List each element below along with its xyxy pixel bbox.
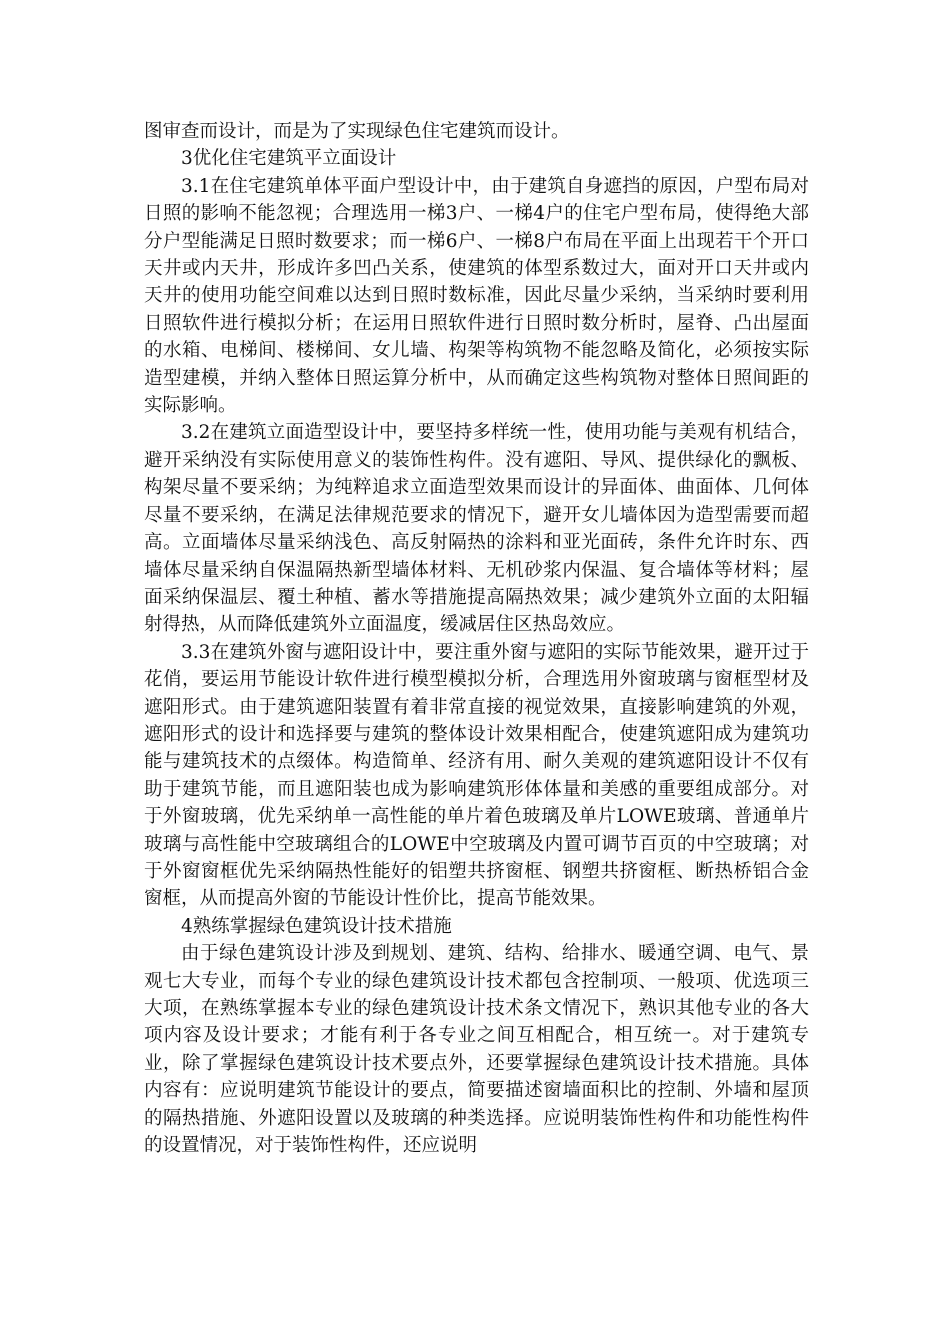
opening-line: 图审查而设计，而是为了实现绿色住宅建筑而设计。 [144, 121, 570, 142]
document-page [144, 118, 809, 1159]
section-4-heading: 4熟练掌握绿色建筑设计技术措施 [181, 915, 452, 937]
paragraph-3-2: 3.2在建筑立面造型设计中，要坚持多样统一性，使用功能与美观有机结合，避开采纳没有实际使用意义的装饰性构件。没有遮阳、导风、提供绿化的飘板、构架尽量不要采纳；为纯粹追求立面造型效果而设计的异面体、曲面体、几何体尽量不要采纳，在满足法律规范要求的情况下，避开女儿墙体因为造型需要而超高。立面墙体尽量采纳浅色、高反射隔热的涂料和亚光面砖，条件允许时东、西墙体尽量采纳自保温隔热新型墙体材料、无机砂浆内保温、复合墙体等材料；屋面采纳保温层、覆土种植、蓄水等措施提高隔热效果；减少建筑外立面的太阳辐射得热，从而降低建筑外立面温度，缓减居住区热岛效应。 [144, 422, 809, 636]
paragraph-3-1: 3.1在住宅建筑单体平面户型设计中，由于建筑自身遮挡的原因，户型布局对日照的影响不能忽视；合理选用一梯3户、一梯4户的住宅户型布局，使得绝大部分户型能满足日照时数要求；而一梯6户、一梯8户布局在平面上出现若干个开口天井或内天井，形成许多凹凸关系，使建筑的体型系数过大，面对开口天井或内天井的使用功能空间难以达到日照时数标准，因此尽量少采纳，当采纳时要利用日照软件进行模拟分析；在运用日照软件进行日照时数分析时，屋脊、凸出屋面的水箱、电梯间、楼梯间、女儿墙、构架等构筑物不能忽略及简化，必须按实际造型建模，并纳入整体日照运算分析中，从而确定这些构筑物对整体日照间距的实际影响。 [144, 175, 809, 417]
paragraph-4: 由于绿色建筑设计涉及到规划、建筑、结构、给排水、暖通空调、电气、景观七大专业，而每个专业的绿色建筑设计技术都包含控制项、一般项、优选项三大项，在熟练掌握本专业的绿色建筑设计技术条文情况下，熟识其他专业的各大项内容及设计要求；才能有利于各专业之间互相配合，相互统一。对于建筑专业，除了掌握绿色建筑设计技术要点外，还要掌握绿色建筑设计技术措施。具体内容有：应说明建筑节能设计的要点，简要描述窗墙面积比的控制、外墙和屋顶的隔热措施、外遮阳设置以及玻璃的种类选择。应说明装饰性构件和功能性构件的设置情况，对于装饰性构件，还应说明 [144, 943, 809, 1157]
paragraph-3-3: 3.3在建筑外窗与遮阳设计中，要注重外窗与遮阳的实际节能效果，避开过于花俏，要运用节能设计软件进行模型模拟分析，合理选用外窗玻璃与窗框型材及遮阳形式。由于建筑遮阳装置有着非常直接的视觉效果，直接影响建筑的外观，遮阳形式的设计和选择要与建筑的整体设计效果相配合，使建筑遮阳成为建筑功能与建筑技术的点缀体。构造简单、经济有用、耐久美观的建筑遮阳设计不仅有助于建筑节能，而且遮阳装也成为影响建筑形体体量和美感的重要组成部分。对于外窗玻璃，优先采纳单一高性能的单片着色玻璃及单片LOWE玻璃、普通单片玻璃与高性能中空玻璃组合的LOWE中空玻璃及内置可调节百页的中空玻璃；对于外窗窗框优先采纳隔热性能好的铝塑共挤窗框、钢塑共挤窗框、断热桥铝合金窗框，从而提高外窗的节能设计性价比，提高节能效果。 [144, 641, 809, 910]
section-3-heading: 3优化住宅建筑平立面设计 [181, 148, 397, 170]
